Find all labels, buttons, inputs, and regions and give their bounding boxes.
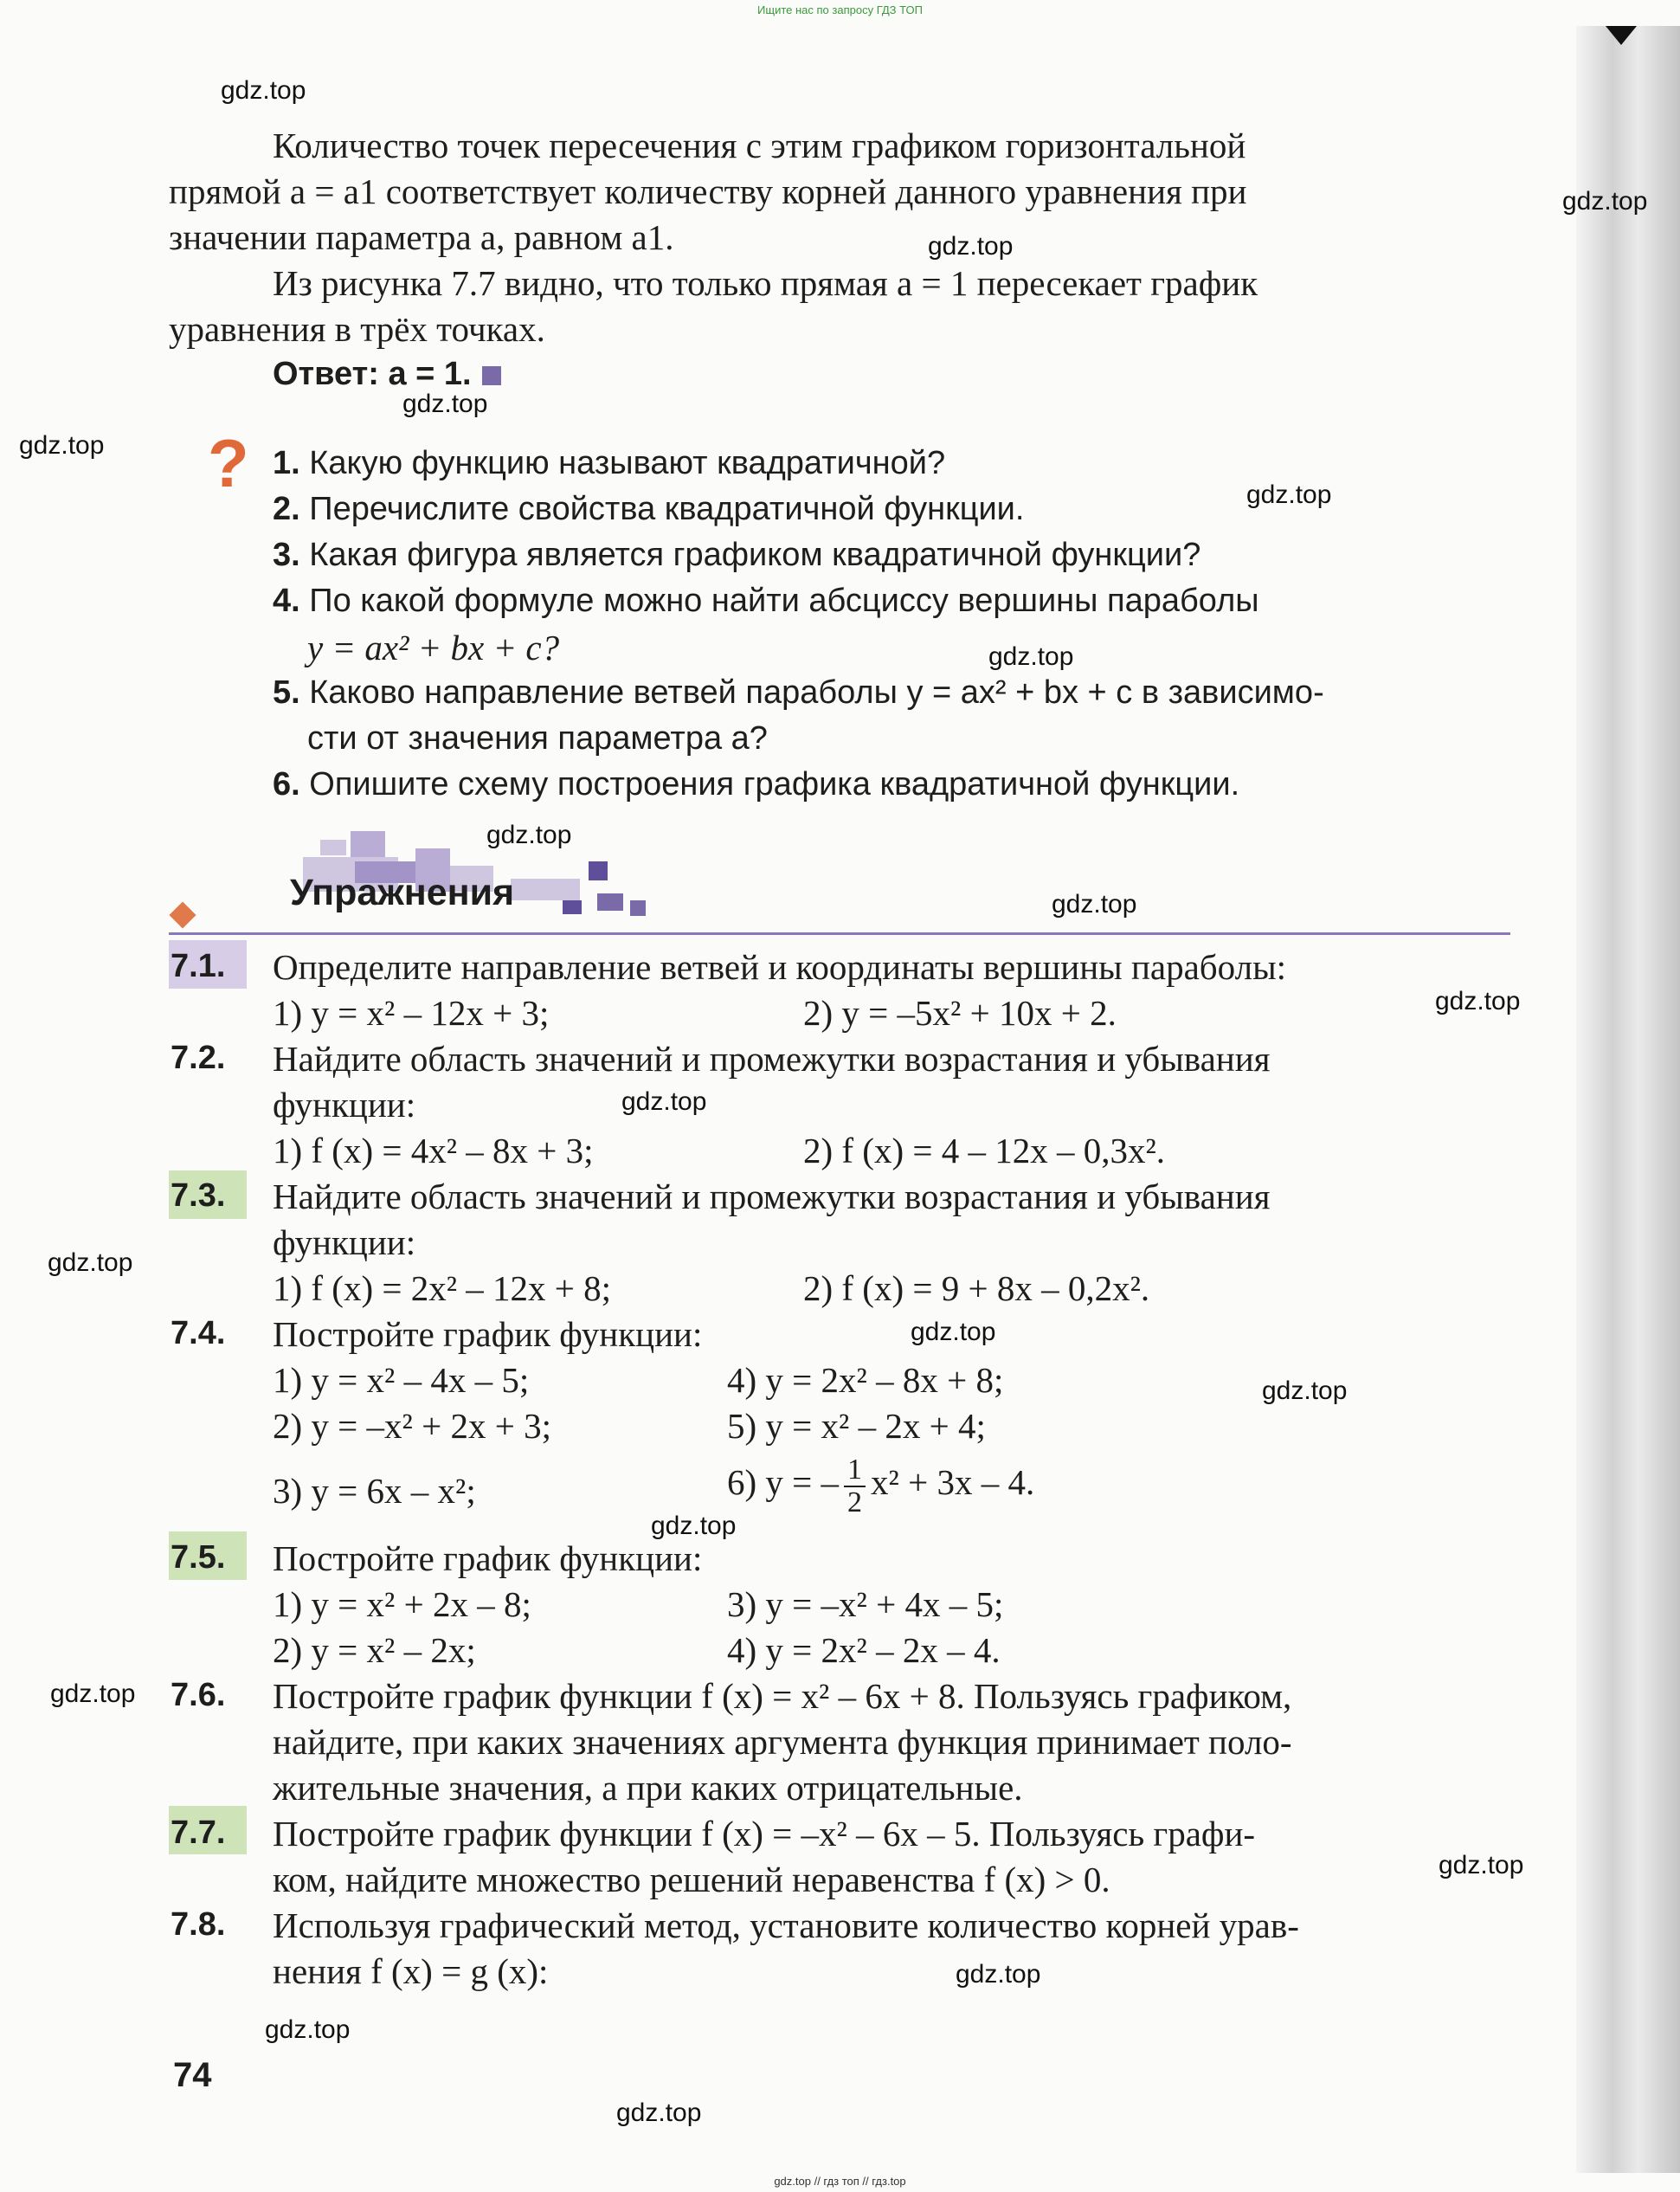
watermark: gdz.top xyxy=(621,1087,707,1116)
intro-line-5: уравнения в трёх точках. xyxy=(169,309,545,349)
exercise-7-4-number: 7.4. xyxy=(171,1315,226,1351)
exercise-7-5-item-4: 4) y = 2x² – 2x – 4. xyxy=(727,1630,1001,1670)
watermark: gdz.top xyxy=(1246,480,1332,509)
section-title: Упражнения xyxy=(290,872,515,913)
page-number: 74 xyxy=(173,2056,212,2094)
exercise-7-3-text-cont: функции: xyxy=(273,1222,416,1262)
question-5: 5. Каково направление ветвей параболы y = ax² + bx + c в зависимо- xyxy=(273,674,1324,711)
watermark: gdz.top xyxy=(402,390,488,418)
exercise-7-2-number: 7.2. xyxy=(171,1040,226,1076)
answer-text: Ответ: a = 1. xyxy=(273,356,472,392)
intro-line-1: Количество точек пересечения с этим графиком горизонтальной xyxy=(273,126,1246,165)
exercise-7-5-item-2: 2) y = x² – 2x; xyxy=(273,1630,476,1670)
watermark: gdz.top xyxy=(48,1248,133,1277)
exercise-7-6-text-cont: найдите, при каких значениях аргумента функция принимает поло- xyxy=(273,1722,1292,1762)
book-spine-shadow xyxy=(1576,26,1680,2173)
watermark: gdz.top xyxy=(1262,1376,1348,1405)
exercise-7-2-item-1: 1) f (x) = 4x² – 8x + 3; xyxy=(273,1131,594,1170)
intro-line-2: прямой a = a1 соответствует количеству корней данного уравнения при xyxy=(169,171,1247,211)
fraction-one-half: $\frac{1}{2}$ xyxy=(844,1454,866,1518)
exercise-7-4-item-2: 2) y = –x² + 2x + 3; xyxy=(273,1406,551,1446)
exercise-7-8-text-cont: нения f (x) = g (x): xyxy=(273,1951,549,1991)
exercise-7-4-text: Постройте график функции: xyxy=(273,1314,703,1354)
watermark: gdz.top xyxy=(1052,890,1137,919)
exercise-7-6-text: Постройте график функции f (x) = x² – 6x + 8. Пользуясь графиком, xyxy=(273,1676,1292,1716)
exercise-7-7-number: 7.7. xyxy=(171,1815,226,1851)
watermark: gdz.top xyxy=(928,232,1014,261)
watermark: gdz.top xyxy=(988,642,1074,671)
watermark: gdz.top xyxy=(1439,1851,1524,1879)
section-rule xyxy=(169,932,1510,935)
exercise-7-1-item-2: 2) y = –5x² + 10x + 2. xyxy=(803,993,1117,1033)
exercise-7-4-item-6: 6) y = – $\frac{1}{2}$ x² + 3x – 4. xyxy=(727,1454,1035,1518)
watermark: gdz.top xyxy=(19,431,105,460)
exercise-7-2-text-cont: функции: xyxy=(273,1085,416,1125)
question-1: 1. Какую функцию называют квадратичной? xyxy=(273,445,946,481)
question-3: 3. Какая фигура является графиком квадратичной функции? xyxy=(273,537,1201,573)
exercise-7-4-item-4: 4) y = 2x² – 8x + 8; xyxy=(727,1360,1004,1400)
top-banner: Ищите нас по запросу ГДЗ ТОП xyxy=(757,3,923,16)
exercise-7-5-number: 7.5. xyxy=(171,1539,226,1576)
exercise-7-5-text: Постройте график функции: xyxy=(273,1538,703,1578)
footer-watermark: gdz.top // гдз топ // гдз.top xyxy=(774,2175,906,2188)
exercise-7-5-item-3: 3) y = –x² + 4x – 5; xyxy=(727,1584,1004,1624)
exercise-7-6-number: 7.6. xyxy=(171,1677,226,1713)
intro-line-3: значении параметра a, равном a1. xyxy=(169,217,674,257)
exercise-7-7-text-cont: ком, найдите множество решений неравенства f (x) > 0. xyxy=(273,1860,1110,1899)
exercise-7-1-item-1: 1) y = x² – 12x + 3; xyxy=(273,993,550,1033)
question-5-cont: сти от значения параметра a? xyxy=(307,720,768,757)
end-of-solution-square xyxy=(482,366,501,385)
watermark: gdz.top xyxy=(1562,187,1648,216)
question-4-formula: y = ax² + bx + c? xyxy=(307,628,560,667)
watermark: gdz.top xyxy=(616,2099,702,2127)
exercise-7-8-number: 7.8. xyxy=(171,1906,226,1943)
watermark: gdz.top xyxy=(1435,987,1521,1015)
exercise-7-5-item-1: 1) y = x² + 2x – 8; xyxy=(273,1584,531,1624)
answer-line xyxy=(273,358,501,390)
watermark: gdz.top xyxy=(911,1318,996,1346)
question-2: 2. Перечислите свойства квадратичной функции. xyxy=(273,491,1025,527)
exercise-7-4-item-5: 5) y = x² – 2x + 4; xyxy=(727,1406,986,1446)
exercise-7-3-item-1: 1) f (x) = 2x² – 12x + 8; xyxy=(273,1268,612,1308)
exercise-7-2-item-2: 2) f (x) = 4 – 12x – 0,3x². xyxy=(803,1131,1166,1170)
watermark: gdz.top xyxy=(486,821,572,849)
exercise-7-3-number: 7.3. xyxy=(171,1177,226,1214)
exercise-7-1-text: Определите направление ветвей и координаты вершины параболы: xyxy=(273,947,1287,987)
watermark: gdz.top xyxy=(50,1679,136,1708)
question-4: 4. По какой формуле можно найти абсциссу вершины параболы xyxy=(273,583,1259,619)
exercise-7-3-item-2: 2) f (x) = 9 + 8x – 0,2x². xyxy=(803,1268,1150,1308)
watermark: gdz.top xyxy=(265,2015,351,2044)
exercise-7-4-item-3: 3) y = 6x – x²; xyxy=(273,1471,476,1511)
watermark: gdz.top xyxy=(221,76,306,105)
exercise-7-8-text: Используя графический метод, установите количество корней урав- xyxy=(273,1905,1299,1945)
exercise-7-6-text-cont-2: жительные значения, а при каких отрицательные. xyxy=(273,1768,1023,1808)
exercise-7-4-item-1: 1) y = x² – 4x – 5; xyxy=(273,1360,530,1400)
watermark: gdz.top xyxy=(651,1512,737,1540)
question-6: 6. Опишите схему построения графика квадратичной функции. xyxy=(273,766,1240,803)
exercise-7-7-text: Постройте график функции f (x) = –x² – 6x – 5. Пользуясь графи- xyxy=(273,1814,1256,1854)
exercise-7-2-text: Найдите область значений и промежутки возрастания и убывания xyxy=(273,1039,1271,1079)
section-diamond-icon xyxy=(169,901,196,928)
page-corner-triangle xyxy=(1606,26,1637,45)
exercise-7-1-number: 7.1. xyxy=(171,948,226,984)
intro-line-4: Из рисунка 7.7 видно, что только прямая a = 1 пересекает график xyxy=(273,263,1258,303)
watermark: gdz.top xyxy=(956,1960,1041,1989)
question-mark-icon: ? xyxy=(208,425,249,501)
exercise-7-3-text: Найдите область значений и промежутки возрастания и убывания xyxy=(273,1177,1271,1216)
